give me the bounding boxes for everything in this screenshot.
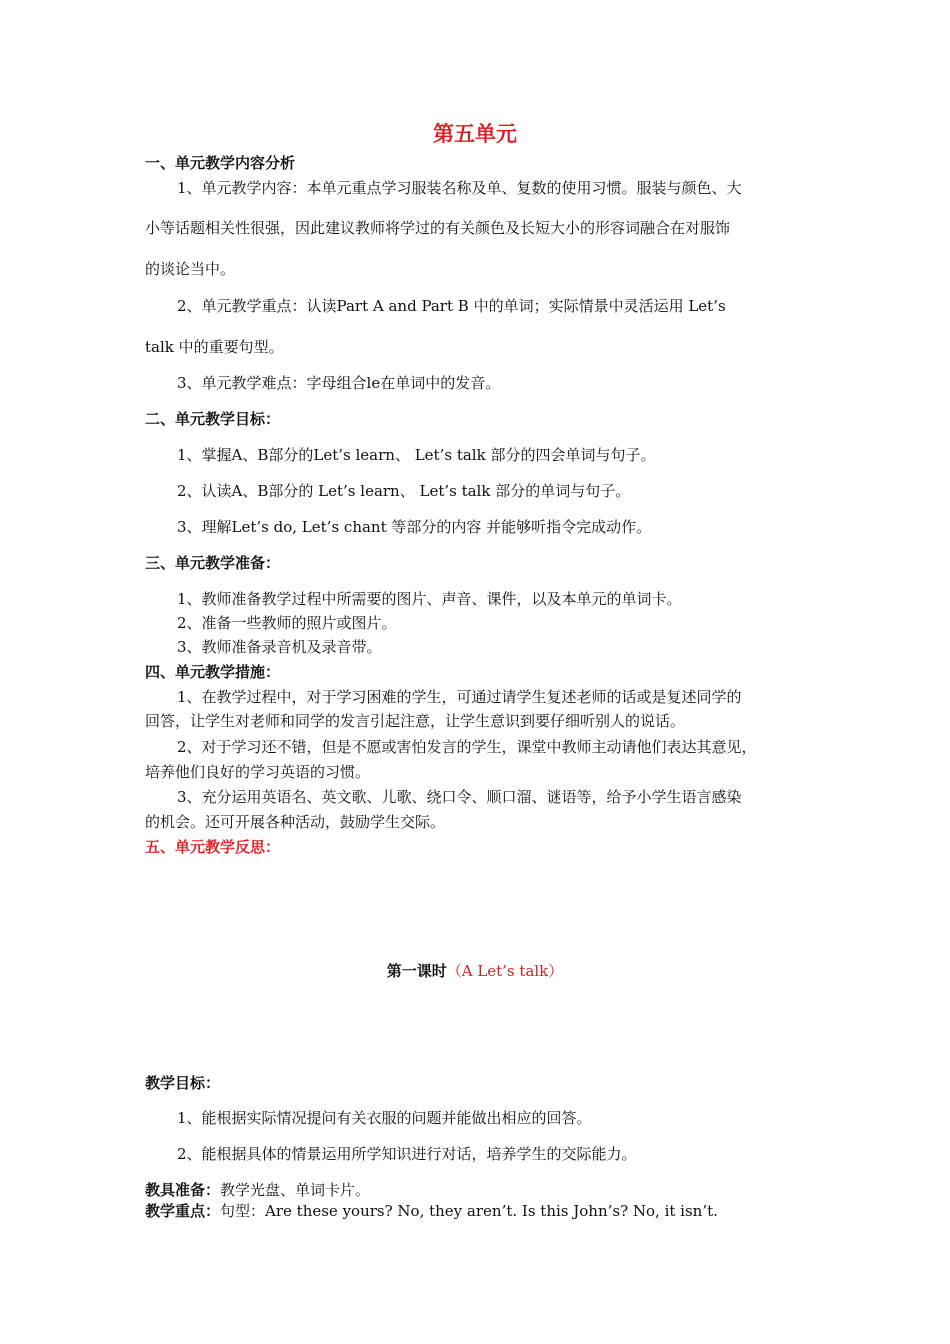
section-5-heading: 五、单元教学反思： [145, 838, 281, 856]
goals-label: 教学目标： [145, 1074, 221, 1092]
s2-item-2: 2、认读A、B部分的 Let’s learn、 Let’s talk 部分的单词与句子。 [177, 482, 631, 500]
s2-item-1: 1、掌握A、B部分的Let’s learn、 Let’s talk 部分的四会单词与句子。 [177, 446, 656, 464]
s3-item-1: 1、教师准备教学过程中所需要的图片、声音、课件，以及本单元的单词卡。 [177, 590, 682, 608]
tools-line [145, 1180, 370, 1200]
s1-p1-line3: 的谈论当中。 [145, 260, 236, 278]
s3-item-3: 3、教师准备录音机及录音带。 [177, 638, 382, 656]
tools-label: 教具准备： [145, 1181, 221, 1199]
s1-p2-line2: talk 中的重要句型。 [145, 338, 284, 356]
section-4-heading: 四、单元教学措施： [145, 663, 281, 681]
focus-line [145, 1201, 718, 1221]
section-2-heading: 二、单元教学目标： [145, 410, 281, 428]
s2-item-3: 3、理解Let’s do, Let’s chant 等部分的内容 并能够听指令完成动作。 [177, 518, 652, 536]
section-3-heading: 三、单元教学准备： [145, 554, 281, 572]
unit-title: 第五单元 [433, 121, 517, 146]
lesson-title-main: 第一课时 [386, 962, 447, 980]
s4-p1-line2: 回答，让学生对老师和同学的发言引起注意，让学生意识到要仔细听别人的说话。 [145, 712, 686, 730]
focus-label: 教学重点： [145, 1202, 221, 1220]
lesson-title [0, 961, 950, 981]
s3-item-2: 2、准备一些教师的照片或图片。 [177, 614, 397, 632]
s4-p2-line1: 2、对于学习还不错，但是不愿或害怕发言的学生，课堂中教师主动请他们表达其意见， [177, 738, 757, 756]
s1-p3: 3、单元教学难点：字母组合le在单词中的发音。 [177, 374, 501, 392]
section-1-heading: 一、单元教学内容分析 [145, 154, 296, 172]
s1-p1-line1: 1、单元教学内容：本单元重点学习服装名称及单、复数的使用习惯。服装与颜色、大 [177, 179, 742, 197]
s4-p3-line2: 的机会。还可开展各种活动，鼓励学生交际。 [145, 813, 446, 831]
s1-p1-line2: 小等话题相关性很强，因此建议教师将学过的有关颜色及长短大小的形容词融合在对服饰 [145, 219, 731, 237]
s4-p3-line1: 3、充分运用英语名、英文歌、儿歌、绕口令、顺口溜、谜语等，给予小学生语言感染 [177, 788, 742, 806]
s4-p1-line1: 1、在教学过程中，对于学习困难的学生，可通过请学生复述老师的话或是复述同学的 [177, 688, 742, 706]
tools-value: 教学光盘、单词卡片。 [220, 1181, 371, 1199]
focus-value: 句型：Are these yours? No, they aren’t. Is this John’s? No, it isn’t. [220, 1202, 718, 1220]
s4-p2-line2: 培养他们良好的学习英语的习惯。 [145, 763, 371, 781]
s1-p2-line1: 2、单元教学重点：认读Part A and Part B 中的单词；实际情景中灵活运用 Let’s [177, 297, 726, 315]
lesson-title-sub: （A Let’s talk） [446, 962, 564, 980]
goal-2: 2、能根据具体的情景运用所学知识进行对话，培养学生的交际能力。 [177, 1145, 637, 1163]
goal-1: 1、能根据实际情况提问有关衣服的问题并能做出相应的回答。 [177, 1109, 592, 1127]
